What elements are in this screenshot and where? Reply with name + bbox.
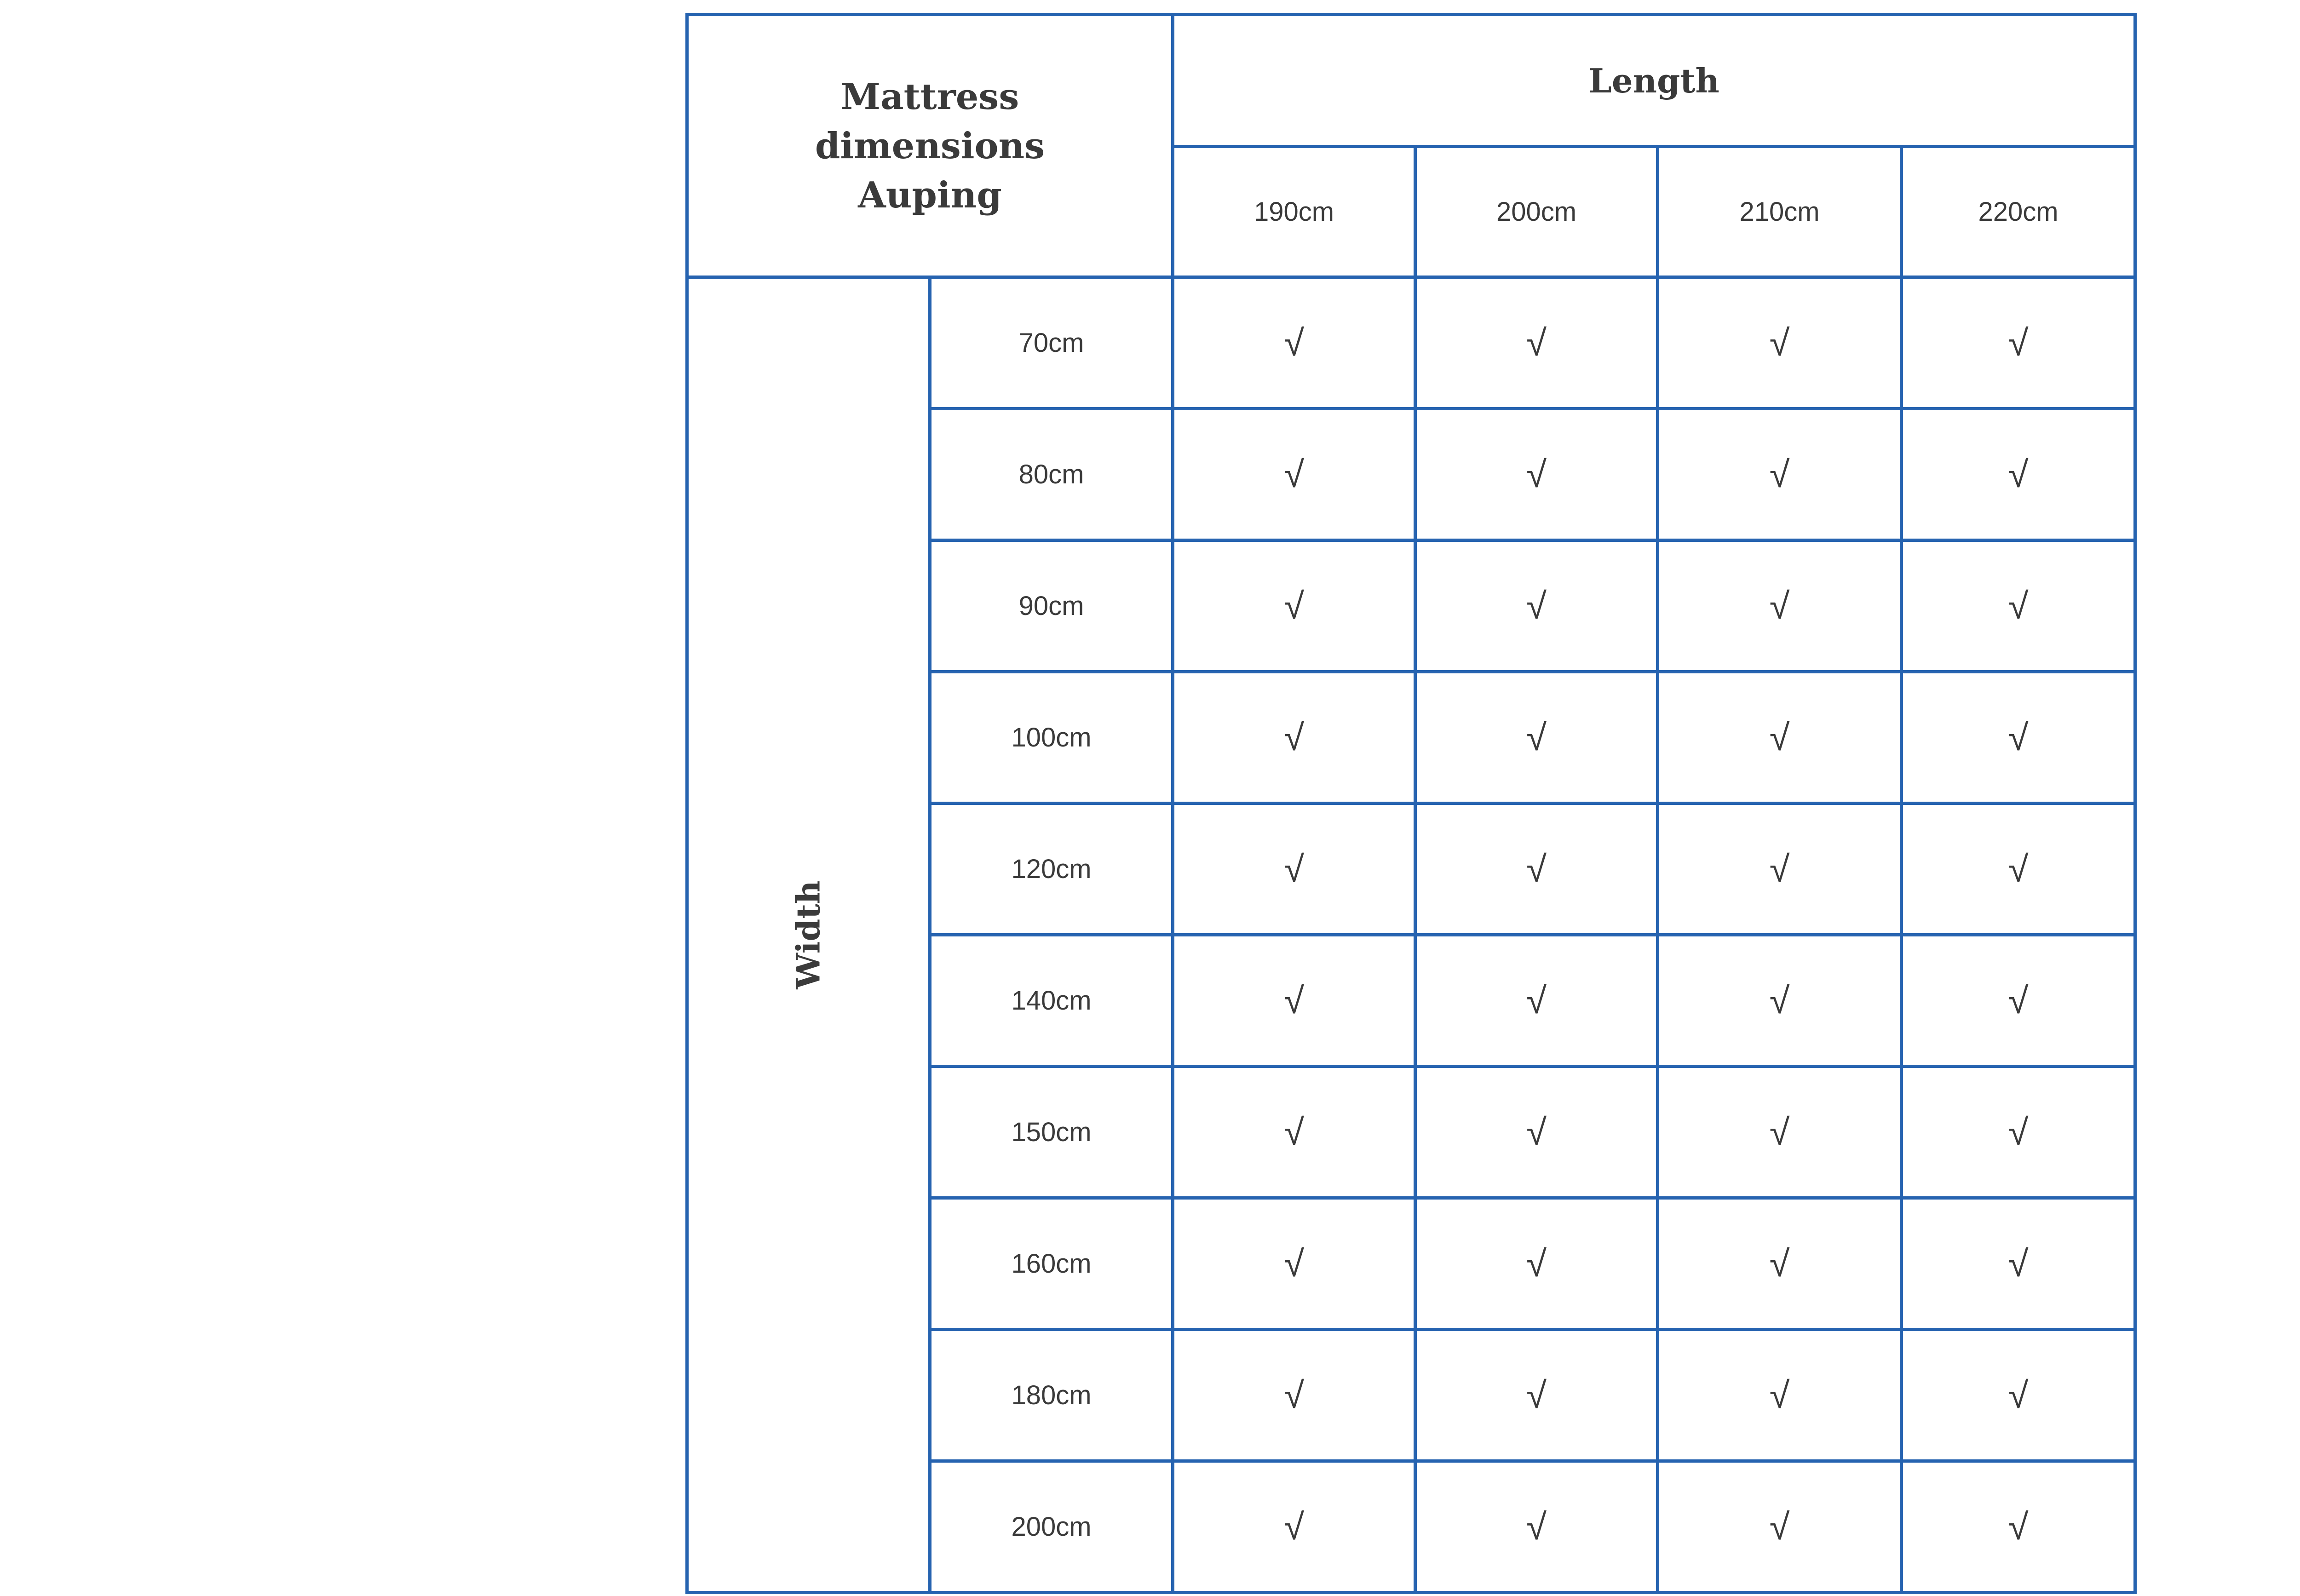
width-header: 140cm [930, 935, 1173, 1067]
availability-check: √ [1658, 804, 1902, 935]
width-header: 180cm [930, 1330, 1173, 1461]
availability-check: √ [1902, 672, 2135, 804]
length-header-190: 190cm [1173, 147, 1415, 277]
availability-check: √ [1902, 1461, 2135, 1593]
availability-check: √ [1173, 804, 1415, 935]
title-line: Auping [858, 174, 1002, 216]
width-header: 200cm [930, 1461, 1173, 1593]
length-header-220: 220cm [1902, 147, 2135, 277]
availability-check: √ [1658, 277, 1902, 409]
width-header: 80cm [930, 409, 1173, 540]
availability-check: √ [1173, 935, 1415, 1067]
width-header: 160cm [930, 1198, 1173, 1330]
width-heading-cell [687, 277, 930, 1593]
availability-check: √ [1415, 1461, 1658, 1593]
availability-check: √ [1173, 672, 1415, 804]
availability-check: √ [1658, 409, 1902, 540]
width-header: 120cm [930, 804, 1173, 935]
availability-check: √ [1415, 277, 1658, 409]
title-line: Mattress [840, 75, 1019, 118]
table-title [687, 15, 1173, 277]
availability-check: √ [1415, 1067, 1658, 1198]
length-header-210: 210cm [1658, 147, 1902, 277]
table-row [687, 277, 2135, 409]
availability-check: √ [1173, 277, 1415, 409]
availability-check: √ [1658, 1067, 1902, 1198]
availability-check: √ [1173, 409, 1415, 540]
title-line: dimensions [815, 125, 1045, 167]
availability-check: √ [1902, 935, 2135, 1067]
availability-check: √ [1415, 1330, 1658, 1461]
availability-check: √ [1415, 1198, 1658, 1330]
availability-check: √ [1902, 1198, 2135, 1330]
availability-check: √ [1173, 1330, 1415, 1461]
availability-check: √ [1902, 804, 2135, 935]
width-header: 90cm [930, 540, 1173, 672]
width-header: 150cm [930, 1067, 1173, 1198]
availability-check: √ [1902, 1330, 2135, 1461]
length-heading: Length [1173, 15, 2135, 147]
availability-check: √ [1173, 1198, 1415, 1330]
availability-check: √ [1658, 1198, 1902, 1330]
availability-check: √ [1658, 1461, 1902, 1593]
availability-check: √ [1415, 672, 1658, 804]
width-header: 100cm [930, 672, 1173, 804]
availability-check: √ [1902, 1067, 2135, 1198]
availability-check: √ [1415, 540, 1658, 672]
availability-check: √ [1902, 540, 2135, 672]
availability-check: √ [1658, 672, 1902, 804]
availability-check: √ [1415, 935, 1658, 1067]
availability-check: √ [1658, 935, 1902, 1067]
availability-check: √ [1658, 1330, 1902, 1461]
width-header: 70cm [930, 277, 1173, 409]
mattress-size-table [685, 13, 2137, 1594]
availability-check: √ [1415, 804, 1658, 935]
width-heading: Width [789, 880, 828, 989]
availability-check: √ [1902, 409, 2135, 540]
availability-check: √ [1658, 540, 1902, 672]
availability-check: √ [1415, 409, 1658, 540]
availability-check: √ [1173, 1461, 1415, 1593]
availability-check: √ [1173, 540, 1415, 672]
availability-check: √ [1173, 1067, 1415, 1198]
length-header-200: 200cm [1415, 147, 1658, 277]
availability-check: √ [1902, 277, 2135, 409]
